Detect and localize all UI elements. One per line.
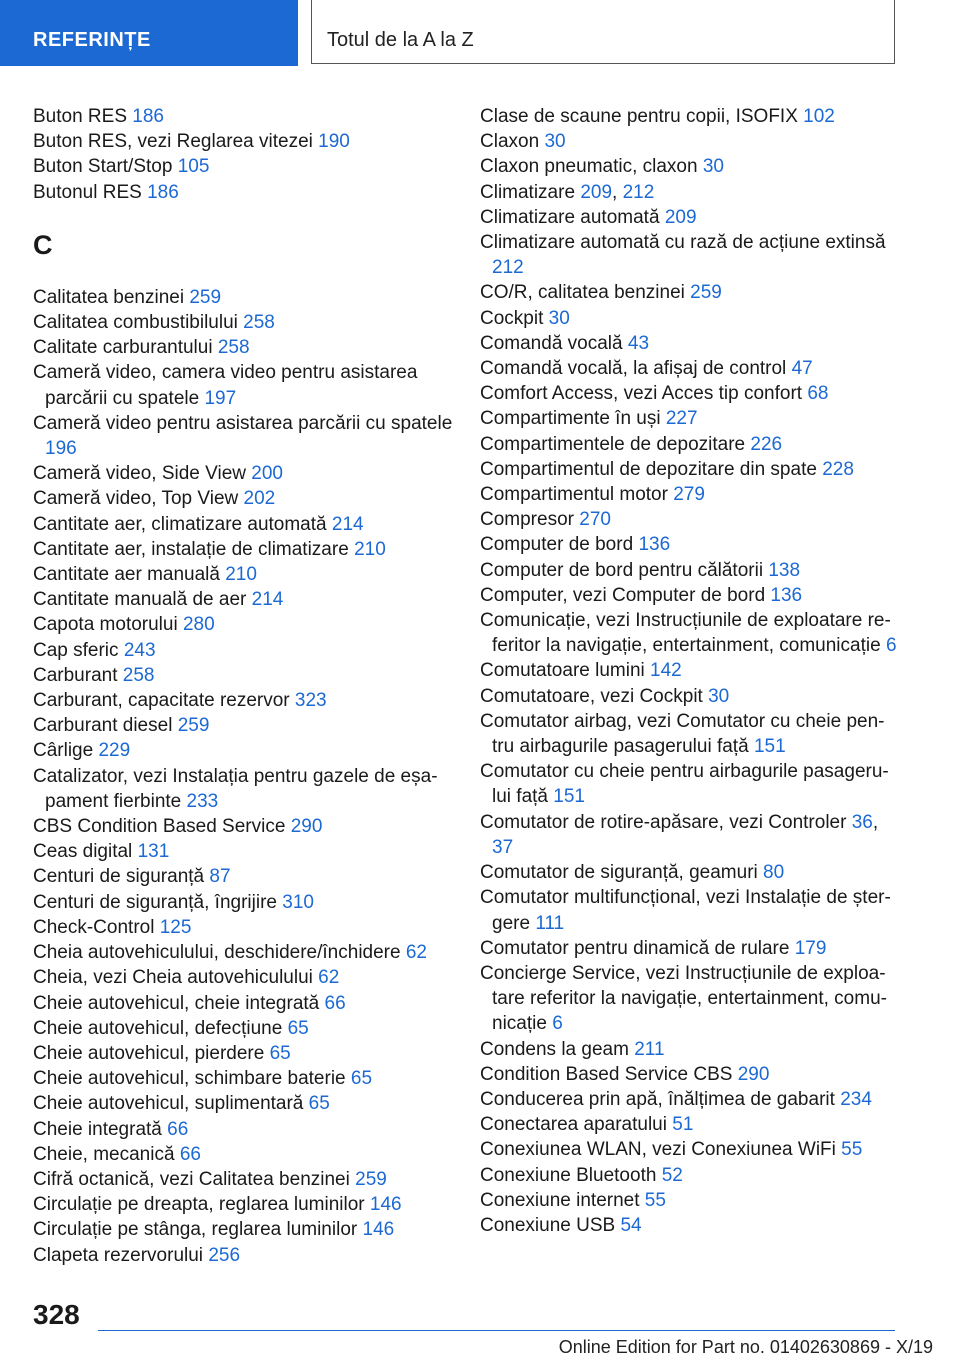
index-entry	[33, 1066, 453, 1091]
index-entry-text: Buton RES	[33, 106, 127, 127]
page-reference-link[interactable]: 65	[308, 1093, 330, 1115]
index-entry	[33, 965, 453, 990]
page-reference-link[interactable]: 65	[269, 1042, 291, 1064]
index-entry-text: Cameră video, Top View	[33, 488, 239, 510]
index-letter-heading: C	[33, 229, 53, 260]
index-entry	[480, 1213, 900, 1238]
page-reference-link[interactable]: 196	[45, 438, 77, 460]
page-reference-link[interactable]: 65	[287, 1017, 309, 1039]
index-entry-text: Condition Based Service CBS	[480, 1063, 733, 1085]
index-entry-text: Clase de scaune pentru copii, ISOFIX	[480, 106, 798, 127]
index-entry-text: Claxon	[480, 131, 540, 153]
index-entry-text: Comutator de siguranță, geamuri	[480, 862, 758, 884]
page-reference-link[interactable]: 214	[331, 513, 364, 535]
index-entry	[33, 839, 453, 864]
index-entry-text: Calitatea benzinei	[33, 286, 185, 308]
index-entry-text: Comandă vocală, la afișaj de control	[480, 358, 787, 380]
index-entry-text: Comutator multifuncțional, vezi Instalație de ștergere	[480, 887, 891, 934]
page-reference-link[interactable]: 212	[492, 257, 524, 279]
index-entry	[480, 356, 900, 381]
page-reference-link[interactable]: 125	[159, 916, 192, 938]
index-entry-text: Comutatoare, vezi Cockpit	[480, 685, 703, 707]
index-entry-text: Compartimentul de depozitare din spate	[480, 458, 817, 480]
index-entry	[33, 940, 453, 965]
index-entry	[33, 713, 453, 738]
index-entry	[33, 129, 453, 154]
index-entry	[480, 1112, 900, 1137]
index-entry-text: Capota motorului	[33, 614, 178, 636]
index-entry-text: Cameră video, camera video pentru asistarea parcării cu spatele	[33, 362, 418, 409]
page-reference-link[interactable]: 259	[177, 715, 210, 737]
page-reference-link[interactable]: 55	[644, 1189, 666, 1211]
index-entry-text: Circulație pe dreapta, reglarea luminilor	[33, 1194, 365, 1216]
index-entry	[33, 663, 453, 688]
page-reference-link[interactable]: 30	[548, 307, 570, 329]
index-entry-text: Computer de bord	[480, 534, 634, 556]
index-entry-text: Cap sferic	[33, 639, 119, 661]
page-reference-link[interactable]: 202	[243, 488, 276, 510]
page-reference-link[interactable]: 6	[885, 635, 897, 657]
index-entry	[480, 709, 900, 759]
index-entry-text: Ceas digital	[33, 841, 133, 863]
page-reference-link[interactable]: 310	[282, 891, 314, 913]
page-reference-link[interactable]: 210	[225, 564, 257, 586]
index-entry-text: Conducerea prin apă, înălțimea de gabarit	[480, 1088, 835, 1110]
index-entry-text: Centuri de siguranță, îngrijire	[33, 891, 277, 913]
index-entry	[480, 936, 900, 961]
index-entry	[480, 1188, 900, 1213]
index-entry	[480, 104, 900, 129]
index-entry	[480, 154, 900, 179]
index-entry-text: Condens la geam	[480, 1038, 629, 1060]
page-reference-link[interactable]: 66	[179, 1143, 201, 1165]
page-reference-link[interactable]: 280	[182, 614, 215, 636]
index-entry	[33, 764, 453, 814]
index-entry-text: Comutator cu cheie pentru airbagurile pasagerului față	[480, 761, 889, 808]
index-entry	[33, 738, 453, 763]
page-reference-link[interactable]: 80	[763, 862, 785, 884]
index-entry	[33, 915, 453, 940]
index-entry-text: Cârlige	[33, 740, 94, 762]
index-entry-text: CBS Condition Based Service	[33, 816, 286, 838]
index-entry	[33, 512, 453, 537]
index-entry	[480, 280, 900, 305]
index-entry: Climatizare 209, 212	[480, 181, 655, 203]
page-reference-link[interactable]: 52	[661, 1164, 683, 1186]
page-reference-link[interactable]: 142	[650, 660, 682, 682]
index-entry-text: Clapeta rezervorului	[33, 1244, 204, 1266]
page-reference-link[interactable]: 87	[209, 866, 231, 888]
index-entry	[480, 608, 900, 658]
index-entry	[33, 1142, 453, 1167]
index-entry-text: Cheie integrată	[33, 1118, 162, 1140]
index-entry	[480, 230, 900, 280]
page-reference-link[interactable]: 68	[807, 383, 829, 405]
page-reference-link[interactable]: 258	[122, 664, 155, 686]
page-reference-link[interactable]: 211	[634, 1038, 665, 1060]
index-entry	[480, 406, 900, 431]
page-reference-link[interactable]: 258	[243, 312, 275, 334]
page-reference-link[interactable]: 47	[791, 358, 813, 380]
page-reference-link[interactable]: 105	[177, 156, 210, 178]
index-entry-text: Carburant	[33, 664, 118, 686]
index-entry	[33, 612, 453, 637]
page-reference-link[interactable]: 54	[620, 1214, 642, 1236]
index-entry-text: Concierge Service, vezi Instrucțiunile de exploatare referitor la navigație, entertainment, comunicație	[480, 962, 887, 1035]
index-entry-text: Calitatea combustibilului	[33, 312, 238, 334]
index-entry-text: Butonul RES	[33, 181, 142, 203]
index-entry	[480, 532, 900, 557]
index-entry	[480, 961, 900, 1037]
page-reference-link[interactable]: 37	[492, 836, 514, 858]
page-header	[0, 0, 960, 66]
index-entry-text: Climatizare automată	[480, 206, 660, 228]
index-entry	[33, 1016, 453, 1041]
page-reference-link[interactable]: 259	[189, 286, 222, 308]
index-entry	[33, 638, 453, 663]
index-entry	[480, 129, 900, 154]
index-column-left	[33, 104, 453, 1268]
index-entry	[33, 154, 453, 179]
index-entry	[33, 1192, 453, 1217]
index-entry-text: Buton Start/Stop	[33, 156, 173, 178]
index-entry	[33, 537, 453, 562]
index-entry-text: Computer de bord pentru călătorii	[480, 559, 764, 581]
index-entry-text: Cantitate aer, instalație de climatizare	[33, 538, 349, 560]
page-reference-link[interactable]: 197	[204, 387, 237, 409]
index-entry	[480, 432, 900, 457]
index-entry	[33, 991, 453, 1016]
page-reference-link[interactable]: 243	[123, 639, 156, 661]
index-entry-text: Cheie, mecanică	[33, 1143, 175, 1165]
page-reference-link[interactable]: 258	[217, 337, 250, 359]
index-entry-text: Computer, vezi Computer de bord	[480, 584, 766, 606]
page-reference-link[interactable]: 210	[354, 538, 386, 560]
page-reference-link[interactable]: 36	[851, 811, 873, 833]
index-entry	[480, 205, 900, 230]
index-entry	[33, 1041, 453, 1066]
index-entry	[480, 1037, 900, 1062]
page-reference-link[interactable]: 226	[750, 433, 783, 455]
index-entry	[480, 507, 900, 532]
index-entry	[33, 104, 453, 129]
page-reference-link[interactable]: 151	[753, 736, 786, 758]
index-entry-text: Cheie autovehicul, suplimentară	[33, 1093, 304, 1115]
page-reference-link[interactable]: 102	[803, 106, 835, 127]
index-entry	[480, 684, 900, 709]
index-entry	[480, 1163, 900, 1188]
index-entry-text: Compartimente în uși	[480, 408, 661, 430]
index-entry-text: Climatizare	[480, 181, 576, 203]
index-entry	[33, 1167, 453, 1192]
page-reference-link[interactable]: 290	[737, 1063, 770, 1085]
page-reference-link[interactable]: 290	[290, 816, 323, 838]
page-reference-link[interactable]: 111	[535, 912, 565, 934]
page-reference-link[interactable]: 186	[132, 106, 164, 127]
page-reference-link[interactable]: 146	[369, 1194, 402, 1216]
index-entry	[33, 1091, 453, 1116]
index-entry	[480, 331, 900, 356]
page-reference-link[interactable]: 6	[552, 1013, 563, 1035]
index-entry-text: Centuri de siguranță	[33, 866, 205, 888]
index-entry-text: Cheia autovehiculului, deschidere/închidere	[33, 942, 401, 964]
index-entry-text: Comfort Access, vezi Acces tip confort	[480, 383, 803, 405]
page-reference-link[interactable]: 131	[137, 841, 170, 863]
page-reference-link[interactable]: 62	[405, 942, 427, 964]
page-reference-link[interactable]: 66	[324, 992, 346, 1014]
page-reference-link[interactable]: 146	[362, 1219, 395, 1241]
index-entry-text: Cheie autovehicul, schimbare baterie	[33, 1068, 346, 1090]
page-reference-link[interactable]: 233	[186, 790, 219, 812]
index-entry	[33, 688, 453, 713]
footer-edition: Online Edition for Part no. 01402630869 - X/19	[558, 1337, 933, 1357]
index-entry-text: Carburant, capacitate rezervor	[33, 690, 290, 712]
index-entry-text: Cheie autovehicul, defecțiune	[33, 1017, 283, 1039]
page-reference-link[interactable]: 259	[690, 282, 722, 304]
index-entry	[480, 1137, 900, 1162]
index-entry-text: Comutator airbag, vezi Comutator cu cheie pentru airbagurile pasagerului față	[480, 710, 885, 758]
page-reference-link[interactable]: 55	[841, 1139, 863, 1161]
index-entry-text: Cheie autovehicul, cheie integrată	[33, 992, 320, 1014]
index-entry	[480, 583, 900, 608]
index-entry	[33, 310, 453, 335]
page-reference-link[interactable]: 190	[318, 131, 350, 153]
page-reference-link[interactable]: 30	[544, 131, 566, 153]
index-entry-text: Compresor	[480, 509, 574, 531]
index-entry	[33, 461, 453, 486]
page-reference-link[interactable]: 214	[251, 589, 284, 611]
page-reference-link[interactable]: 30	[702, 156, 724, 178]
page-reference-link[interactable]: 200	[251, 463, 283, 485]
index-entry	[480, 482, 900, 507]
index-entry-text: Cifră octanică, vezi Calitatea benzinei	[33, 1168, 350, 1190]
index-entry-text: Compartimentele de depozitare	[480, 433, 746, 455]
page-reference-link[interactable]: 65	[350, 1068, 373, 1090]
index-entry-text: Cheie autovehicul, pierdere	[33, 1042, 265, 1064]
index-entry: Comutator de rotire-apăsare, vezi Controler 36, 37	[480, 811, 879, 858]
page-reference-link[interactable]: 66	[167, 1118, 189, 1140]
index-entry-text: Cheia, vezi Cheia autovehiculului	[33, 967, 313, 989]
index-entry-text: Carburant diesel	[33, 715, 173, 737]
page-reference-link[interactable]: 179	[794, 937, 827, 959]
index-entries-b	[33, 104, 453, 205]
index-entry	[480, 558, 900, 583]
index-entry	[33, 562, 453, 587]
index-entry-text: Calitate carburantului	[33, 337, 213, 359]
page-reference-link[interactable]: 43	[627, 332, 650, 354]
index-entry	[33, 1243, 453, 1268]
page-reference-link[interactable]: 30	[708, 685, 730, 707]
index-entry	[480, 1062, 900, 1087]
index-entry	[480, 860, 900, 885]
page-reference-link[interactable]: 227	[665, 408, 698, 430]
index-entry-text: Climatizare automată cu rază de acțiune extinsă	[480, 232, 886, 254]
index-entry-text: Catalizator, vezi Instalația pentru gazele de eșapament fierbinte	[33, 765, 438, 812]
index-entry-text: Cantitate aer, climatizare automată	[33, 513, 327, 535]
index-entry-text: Cantitate aer manuală	[33, 564, 220, 586]
index-entry	[480, 885, 900, 935]
index-entries-c	[33, 285, 453, 1268]
page-number: 328	[33, 1299, 80, 1330]
index-entry-text: Comutator de rotire-apăsare, vezi Controler	[480, 811, 847, 833]
page-reference-link[interactable]: 209	[664, 206, 697, 228]
index-entry-text: Comutator pentru dinamică de rulare	[480, 937, 790, 959]
footer-divider	[98, 1330, 895, 1331]
index-entry	[33, 335, 453, 360]
page-reference-link[interactable]: 256	[208, 1244, 241, 1266]
index-entries-c-continued	[480, 104, 900, 1238]
page-reference-link[interactable]: 270	[579, 509, 611, 531]
index-entry-text: Conexiunea WLAN, vezi Conexiunea WiFi	[480, 1139, 836, 1161]
index-entry-text: Cockpit	[480, 307, 544, 329]
index-entry	[33, 587, 453, 612]
index-entry-text: Cameră video, Side View	[33, 463, 246, 485]
page-reference-link[interactable]: 209	[580, 181, 613, 203]
page-reference-link[interactable]: 62	[318, 967, 340, 989]
index-column-right	[480, 104, 900, 1238]
page-reference-link[interactable]: 136	[638, 534, 671, 556]
index-entry	[33, 360, 453, 410]
index-entry-text: Conexiune Bluetooth	[480, 1164, 657, 1186]
page-reference-link[interactable]: 234	[840, 1088, 872, 1110]
index-entry-text: Conexiune USB	[480, 1214, 616, 1236]
index-entry	[33, 285, 453, 310]
index-entry	[33, 1217, 453, 1242]
index-entry	[33, 864, 453, 889]
page-reference-link[interactable]: 323	[294, 690, 327, 712]
index-entry-text: CO/R, calitatea benzinei	[480, 282, 685, 304]
page-reference-link[interactable]: 51	[672, 1114, 694, 1136]
index-entry	[33, 1117, 453, 1142]
index-entry-text: Compartimentul motor	[480, 484, 668, 506]
index-entry	[480, 457, 900, 482]
index-entry	[480, 1087, 900, 1112]
index-entry-text: Conexiune internet	[480, 1189, 640, 1211]
index-entry	[480, 306, 900, 331]
index-entry	[480, 381, 900, 406]
page-reference-link[interactable]: 136	[770, 584, 803, 606]
index-entry-text: Cantitate manuală de aer	[33, 589, 247, 611]
index-entry-text: Comandă vocală	[480, 332, 623, 354]
index-entry-text: Comutatoare lumini	[480, 660, 645, 682]
page-reference-link[interactable]: 138	[768, 559, 801, 581]
index-entry-text: Comunicație, vezi Instrucțiunile de exploatare referitor la navigație, entertainment, comunicație	[480, 610, 891, 657]
index-entry-text: Circulație pe stânga, reglarea luminilor	[33, 1219, 358, 1241]
index-entry	[33, 411, 453, 461]
page-reference-link[interactable]: 279	[673, 484, 705, 506]
chapter-title: Totul de la A la Z	[311, 0, 895, 64]
section-tab: REFERINȚE	[0, 0, 298, 66]
index-entry	[480, 759, 900, 809]
page-reference-link[interactable]: 151	[553, 786, 585, 808]
page-reference-link[interactable]: 228	[822, 458, 854, 480]
page-reference-link[interactable]: 259	[355, 1168, 387, 1190]
index-entry	[33, 486, 453, 511]
index-entry-text: Cameră video pentru asistarea parcării cu spatele	[33, 412, 453, 434]
index-entry	[33, 814, 453, 839]
page-reference-link[interactable]: 212	[622, 181, 655, 203]
index-entry-text: Check-Control	[33, 916, 155, 938]
index-entry-text: Claxon pneumatic, claxon	[480, 156, 698, 178]
index-entry	[33, 890, 453, 915]
page-reference-link[interactable]: 186	[147, 181, 179, 203]
index-entry-text: Conectarea aparatului	[480, 1114, 667, 1136]
page-reference-link[interactable]: 229	[98, 740, 131, 762]
index-entry	[480, 658, 900, 683]
index-entry-text: Buton RES, vezi Reglarea vitezei	[33, 131, 313, 153]
index-entry	[33, 180, 453, 205]
